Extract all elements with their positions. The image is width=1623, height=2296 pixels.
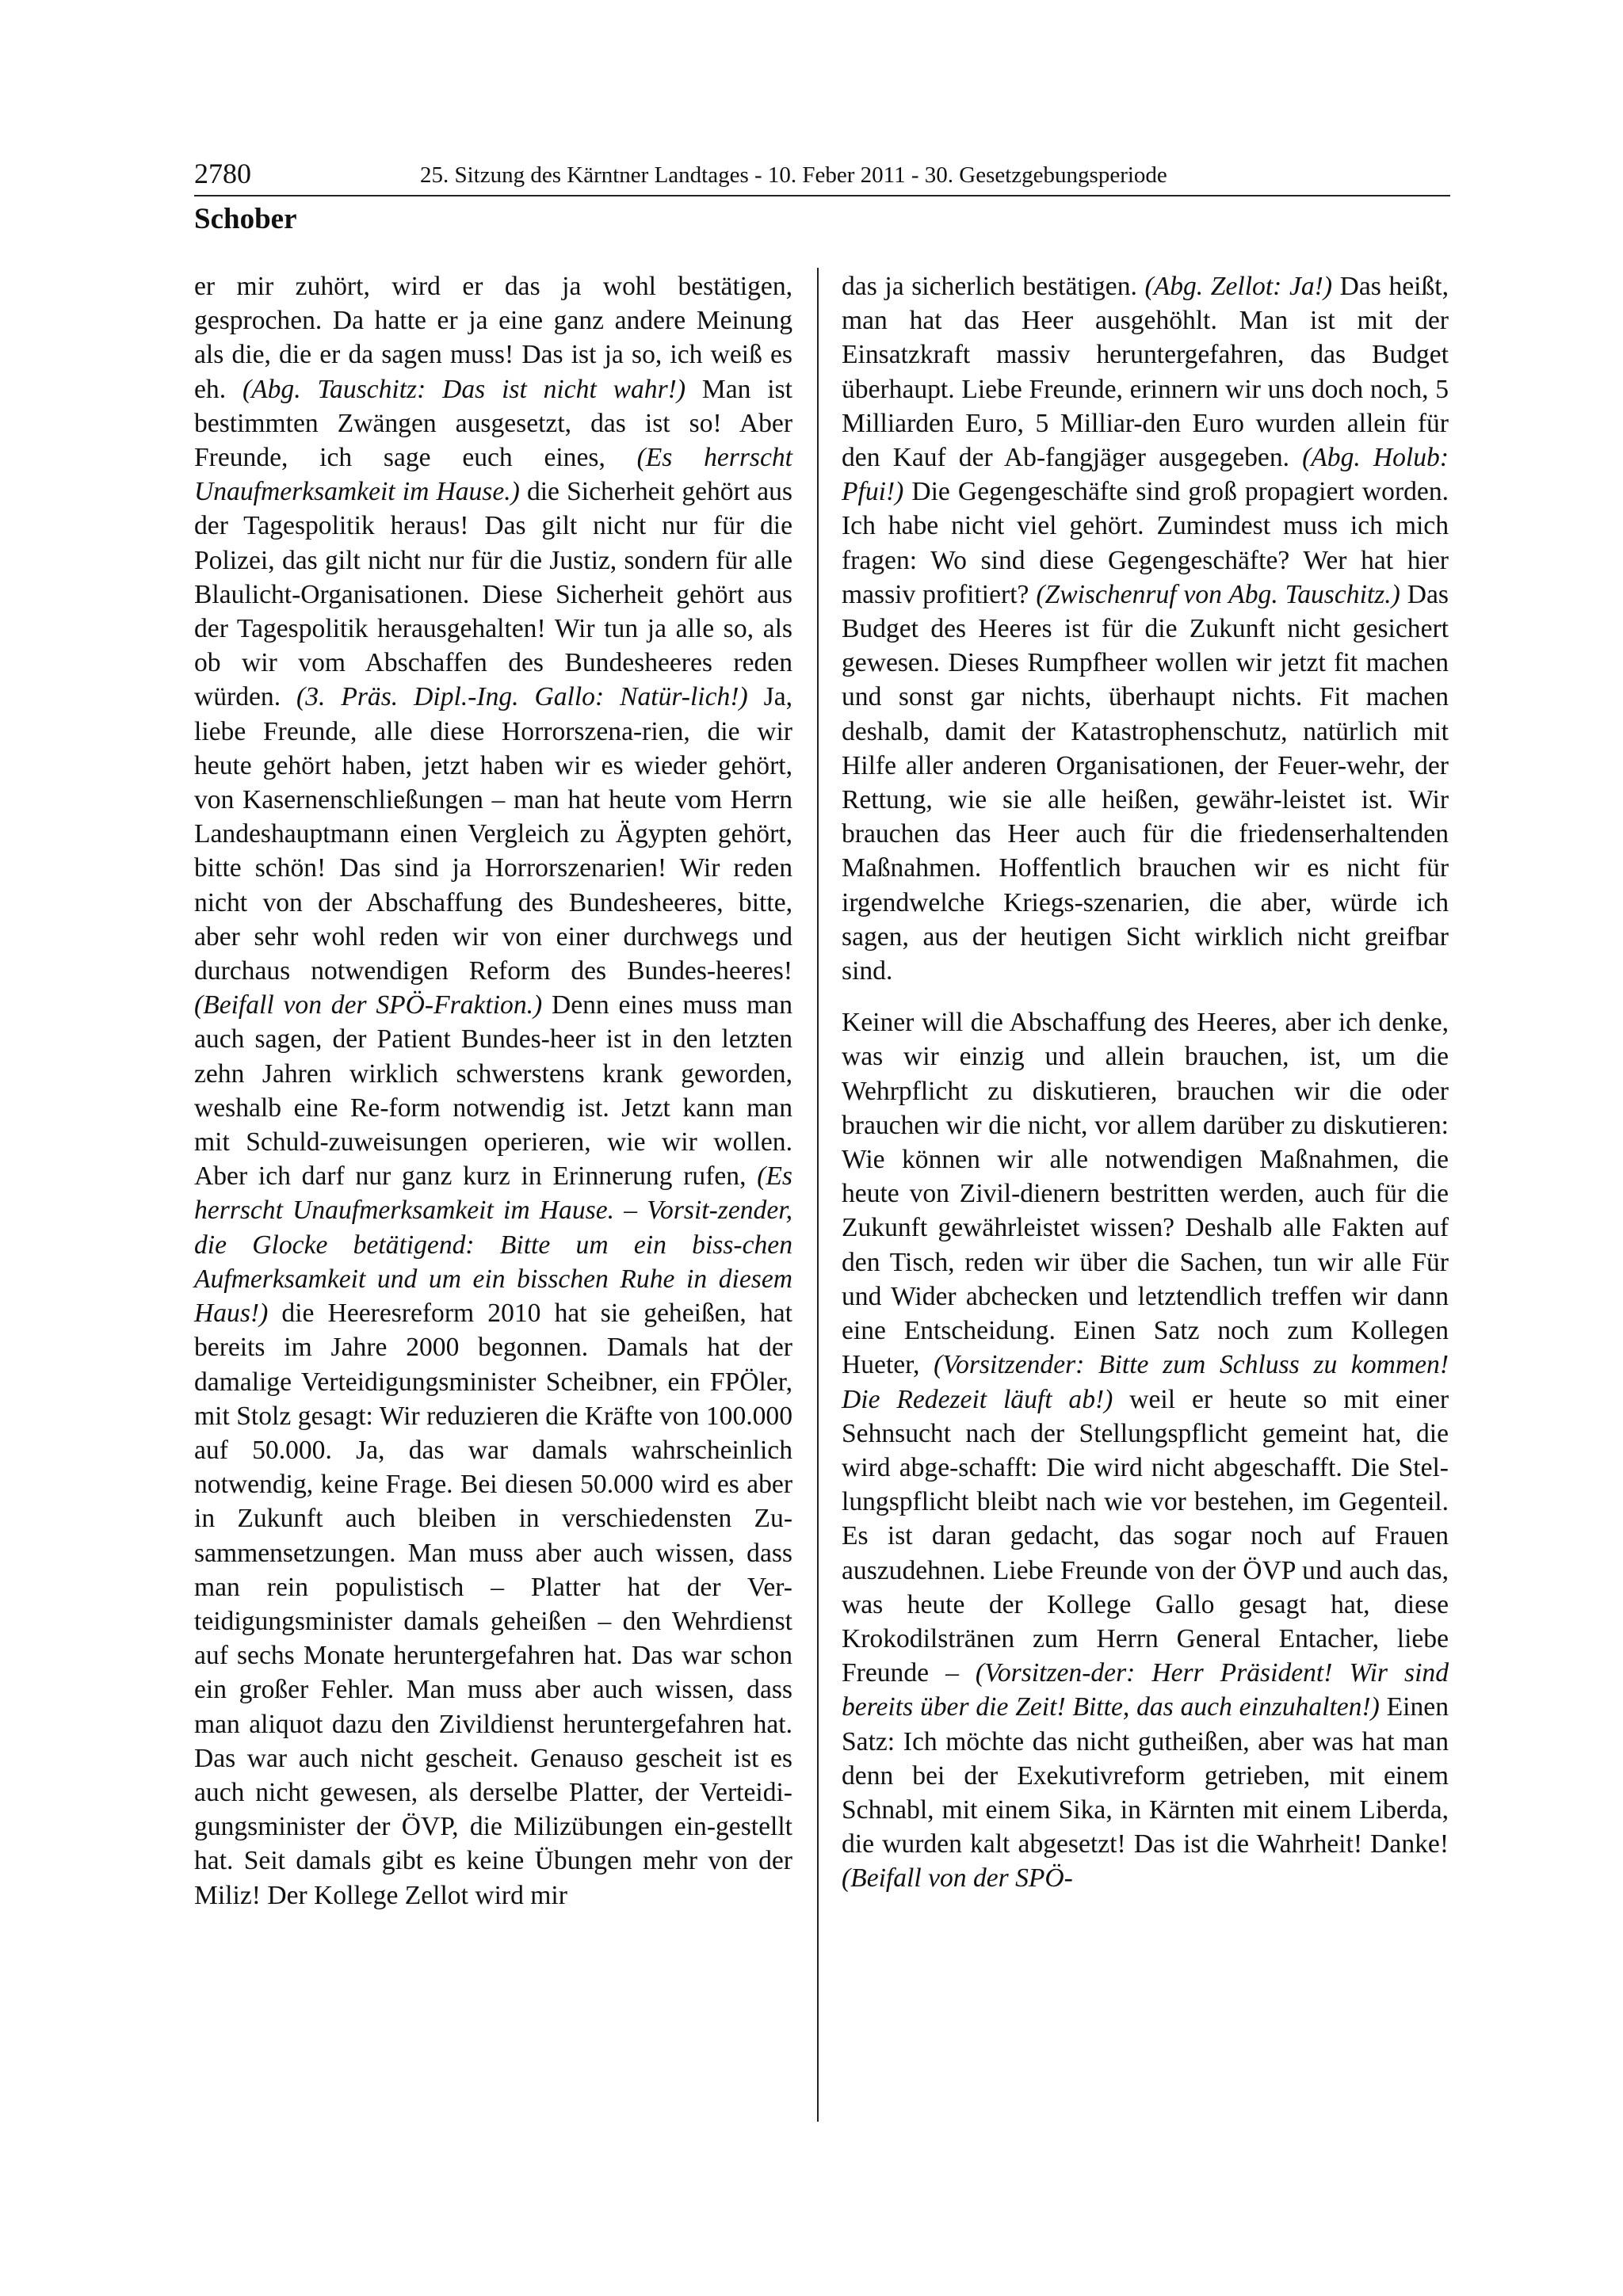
text-column-left xyxy=(194,269,792,1913)
interjection: (Zwischenruf von Abg. Tauschitz.) xyxy=(1036,579,1400,609)
interjection: (Es herrscht Unaufmerksamkeit im Hause.) xyxy=(194,443,792,507)
interjection: (Beifall von der SPÖ-Fraktion.) xyxy=(194,990,543,1020)
speech-text: Einen Satz: Ich möchte das nicht gutheißen, aber was hat man denn bei der Exekutivreform getrieben, mit einem Schnabl, mit einem Sika, in Kärnten mit einem Liberda, die wurden kalt abgesetzt! Das ist die Wahrheit! Danke! xyxy=(842,1692,1449,1859)
interjection: (Abg. Holub: Pfui!) xyxy=(842,443,1449,507)
speech-text: Das Budget des Heeres ist für die Zukunft nicht gesichert gewesen. Dieses Rumpfheer wollen wir jetzt fit machen und sonst gar nichts, überhaupt nichts. Fit machen deshalb, damit der Katastrophenschutz, natürlich mit Hilfe aller anderen Organisationen, der Feuer-wehr, der Rettung, wie sie alle heißen, gewähr-leistet ist. Wir brauchen das Heer auch für die friedenserhaltenden Maßnahmen. Hoffentlich brauchen wir es nicht für irgendwelche Kriegs-szenarien, die aber, würde ich sagen, aus der heutigen Sicht wirklich nicht greifbar sind. xyxy=(842,579,1449,986)
speech-text: das ja sicherlich bestätigen. xyxy=(842,272,1145,301)
paragraph xyxy=(842,269,1449,988)
speech-text: Die Gegengeschäfte sind groß propagiert worden. Ich habe nicht viel gehört. Zumindest muss ich mich fragen: Wo sind diese Gegengeschäfte? Wer hat hier massiv profitiert? xyxy=(842,477,1449,609)
interjection: (Es herrscht Unaufmerksamkeit im Hause. – Vorsit-zender, die Glocke betätigend: Bitte um ein biss-chen Aufmerksamkeit und um ein bisschen Ruhe in diesem Haus!) xyxy=(194,1161,792,1329)
text-column-right xyxy=(842,269,1449,1896)
paragraph xyxy=(194,269,792,1913)
session-title: 25. Sitzung des Kärntner Landtages - 10. Feber 2011 - 30. Gesetzgebungsperiode xyxy=(420,162,1167,188)
page-number: 2780 xyxy=(194,158,251,189)
interjection: (3. Präs. Dipl.-Ing. Gallo: Natür-lich!) xyxy=(296,682,748,712)
interjection: (Abg. Zellot: Ja!) xyxy=(1144,272,1333,301)
speaker-name: Schober xyxy=(194,203,297,235)
speech-text: Man ist bestimmten Zwängen ausgesetzt, das ist so! Aber Freunde, ich sage euch eines, xyxy=(194,374,792,473)
speech-text: Keiner will die Abschaffung des Heeres, aber ich denke, was wir einzig und allein brauchen, ist, um die Wehrpflicht zu diskutieren, brauchen wir die oder brauchen wir die nicht, vor allem darüber zu diskutieren: Wie können wir alle notwendigen Maßnahmen, die heute von Zivil-dienern bestritten werden, auch für die Zukunft gewährleistet wissen? Deshalb alle Fakten auf den Tisch, reden wir über die Sachen, tun wir alle Für und Wider abchecken und letztendlich treffen wir dann eine Entscheidung. Einen Satz noch zum Kollegen Hueter, xyxy=(842,1008,1449,1380)
speech-text: die Sicherheit gehört aus der Tagespolitik heraus! Das gilt nicht nur für die Polizei, das gilt nicht nur für die Justiz, sondern für alle Blaulicht-Organisationen. Diese Sicherheit gehört aus der Tagespolitik herausgehalten! Wir tun ja alle so, als ob wir vom Abschaffen des Bundesheeres reden würden. xyxy=(194,477,792,712)
speech-text: er mir zuhört, wird er das ja wohl bestätigen, gesprochen. Da hatte er ja eine ganz andere Meinung als die, die er da sagen muss! Das ist ja so, ich weiß es eh. xyxy=(194,272,792,404)
column-divider xyxy=(817,268,819,2122)
interjection: (Abg. Tauschitz: Das ist nicht wahr!) xyxy=(242,374,686,404)
paragraph xyxy=(842,1005,1449,1895)
speech-text: Ja, liebe Freunde, alle diese Horrorszena-rien, die wir heute gehört haben, jetzt haben wir es wieder gehört, von Kasernenschließungen – man hat heute vom Herrn Landeshauptmann einen Vergleich zu Ägypten gehört, bitte schön! Das sind ja Horrorszenarien! Wir reden nicht von der Abschaffung des Bundesheeres, bitte, aber sehr wohl reden wir von einer durchwegs und durchaus notwendigen Reform des Bundes-heeres! xyxy=(194,682,792,986)
interjection: (Vorsitzender: Bitte zum Schluss zu kommen! Die Redezeit läuft ab!) xyxy=(842,1350,1449,1414)
interjection: (Vorsitzen-der: Herr Präsident! Wir sind bereits über die Zeit! Bitte, das auch einzuhalten!) xyxy=(842,1658,1449,1722)
speech-text: Das heißt, man hat das Heer ausgehöhlt. Man ist mit der Einsatzkraft massiv heruntergefahren, das Budget überhaupt. Liebe Freunde, erinnern wir uns doch noch, 5 Milliarden Euro, 5 Milliar-den Euro wurden allein für den Kauf der Ab-fangjäger ausgegeben. xyxy=(842,272,1449,473)
speech-text: Denn eines muss man auch sagen, der Patient Bundes-heer ist in den letzten zehn Jahren wirklich schwerstens krank geworden, weshalb eine Re-form notwendig ist. Jetzt kann man mit Schuld-zuweisungen operieren, wie wir wollen. Aber ich darf nur ganz kurz in Erinnerung rufen, xyxy=(194,990,792,1192)
interjection: (Beifall von der SPÖ- xyxy=(842,1863,1073,1894)
page-header xyxy=(194,155,1450,196)
speech-text: weil er heute so mit einer Sehnsucht nach der Stellungspflicht gemeint hat, die wird abge-schafft: Die wird nicht abgeschafft. Die Stel-lungspflicht bleibt nach wie vor bestehen, im Gegenteil. Es ist daran gedacht, das sogar noch auf Frauen auszudehnen. Liebe Freunde von der ÖVP und auch das, was heute der Kollege Gallo gesagt hat, diese Krokodilstränen zum Herrn General Entacher, liebe Freunde – xyxy=(842,1384,1449,1688)
speech-text: die Heeresreform 2010 hat sie geheißen, hat bereits im Jahre 2000 begonnen. Damals hat der damalige Verteidigungsminister Scheibner, ein FPÖler, mit Stolz gesagt: Wir reduzieren die Kräfte von 100.000 auf 50.000. Ja, das war damals wahrscheinlich notwendig, keine Frage. Bei diesen 50.000 wird es aber in Zukunft auch bleiben in verschiedensten Zu-sammensetzungen. Man muss aber auch wissen, dass man rein populistisch – Platter hat der Ver-teidigungsminister damals geheißen – den Wehrdienst auf sechs Monate heruntergefahren hat. Das war schon ein großer Fehler. Man muss aber auch wissen, dass man aliquot dazu den Zivildienst heruntergefahren hat. Das war auch nicht gescheit. Genauso gescheit ist es auch nicht gewesen, als derselbe Platter, der Verteidi-gungsminister der ÖVP, die Milizübungen ein-gestellt hat. Seit damals gibt es keine Übungen mehr von der Miliz! Der Kollege Zellot wird mir xyxy=(194,1299,792,1910)
